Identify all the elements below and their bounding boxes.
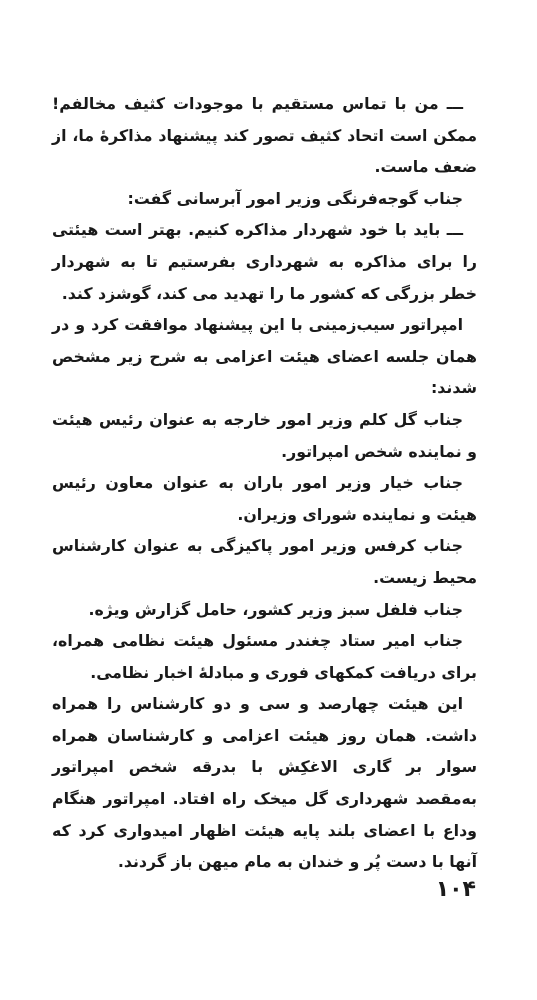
paragraph-8: جناب فلفل سبز وزیر کشور، حامل گزارش ویژه. [88, 599, 463, 619]
page-number: ۱۰۴ [435, 877, 476, 902]
paragraph-6: جناب خیار وزیر امور باران به عنوان معاون رئیس هیئت و نماینده شورای وزیران. [52, 473, 477, 524]
paragraph-7: جناب کرفس وزیر امور پاکیزگی به عنوان کارشناس محیط زیست. [52, 536, 477, 587]
paragraph-10: این هیئت چهارصد و سی و دو کارشناس را همراه داشت. همان روز هیئت اعزامی و کارشناسان همراه سوار بر گاری الاغکِش با بدرقه شخص امپراتور به‌مقصد شهرداری گل میخک راه افتاد. امپراتور هنگام وداع با اعضای بلند پایه هیئت اظهار امیدواری کرد که آنها با دست پُر و خندان به مام میهن باز گردند. [52, 694, 477, 872]
paragraph-3: ـــ باید با خود شهردار مذاکره کنیم. بهتر است هیئتی را برای مذاکره به شهرداری بفرستیم تا به شهردار خطر بزرگی که کشور ما را تهدید می کند، گوشزد کند. [52, 220, 477, 303]
paragraph-5: جناب گل کلم وزیر امور خارجه به عنوان رئیس هیئت و نماینده شخص امپراتور. [52, 409, 477, 461]
paragraph-2: جناب گوجه‌فرنگی وزیر امور آبرسانی گفت: [127, 188, 463, 208]
paragraph-9: جناب امیر ستاد چغندر مسئول هیئت نظامی همراه، برای دریافت کمکهای فوری و مبادلهٔ اخبار نظامی. [52, 631, 477, 682]
paragraph-4: امپراتور سیب‌زمینی با این پیشنهاد موافقت کرد و در همان جلسه اعضای هیئت اعزامی به شرح زیر مشخص شدند: [52, 315, 477, 398]
body-text [52, 88, 477, 878]
paragraph-1: ـــ من با تماس مستقیم با موجودات کثیف مخالفم! ممکن است اتحاد کثیف تصور کند پیشنهاد مذاکرهٔ ما، از ضعف ماست. [52, 94, 477, 177]
